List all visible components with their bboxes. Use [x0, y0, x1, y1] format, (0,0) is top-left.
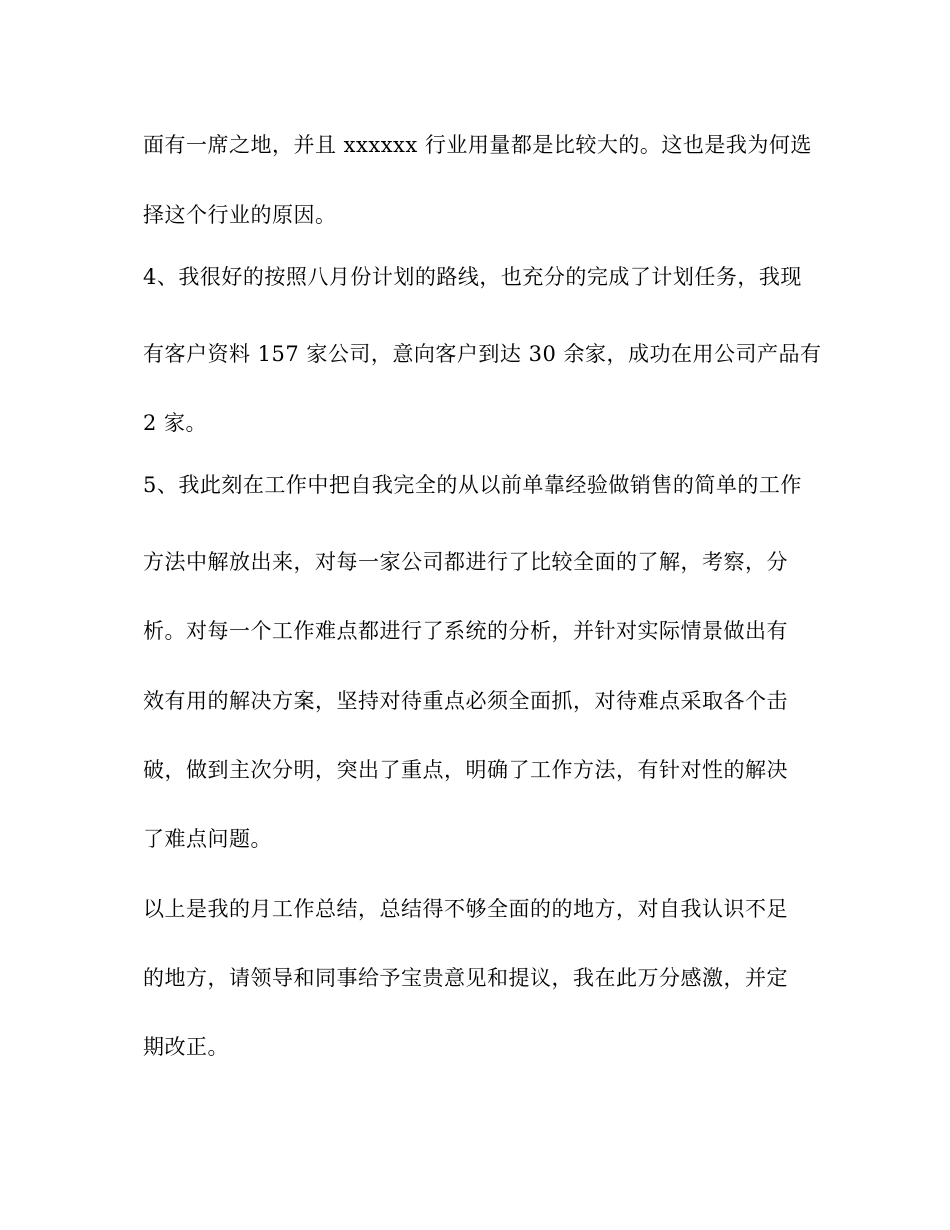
text-line: 期改正。 [143, 1035, 229, 1059]
text-line: 面有一席之地，并且 xxxxxx 行业用量都是比较大的。这也是我为何选 [143, 133, 812, 157]
text-line: 5、我此刻在工作中把自我完全的从以前单靠经验做销售的简单的工作 [143, 473, 802, 497]
text-line: 效有用的解决方案，坚持对待重点必须全面抓，对待难点采取各个击 [143, 689, 788, 713]
text-line: 了难点问题。 [143, 827, 272, 851]
text-line: 方法中解放出来，对每一家公司都进行了比较全面的了解，考察，分 [143, 550, 788, 574]
text-line: 择这个行业的原因。 [143, 203, 337, 227]
text-line: 析。对每一个工作难点都进行了系统的分析，并针对实际情景做出有 [143, 619, 788, 643]
text-line: 破，做到主次分明，突出了重点，明确了工作方法，有针对性的解决 [143, 758, 788, 782]
text-line: 的地方，请领导和同事给予宝贵意见和提议，我在此万分感激，并定 [143, 966, 788, 990]
text-line: 以上是我的月工作总结，总结得不够全面的的地方，对自我认识不足 [143, 897, 788, 921]
text-line: 有客户资料 157 家公司，意向客户到达 30 余家，成功在用公司产品有 [143, 342, 822, 366]
text-line: 2 家。 [143, 411, 208, 435]
text-line: 4、我很好的按照八月份计划的路线，也充分的完成了计划任务，我现 [143, 265, 802, 289]
